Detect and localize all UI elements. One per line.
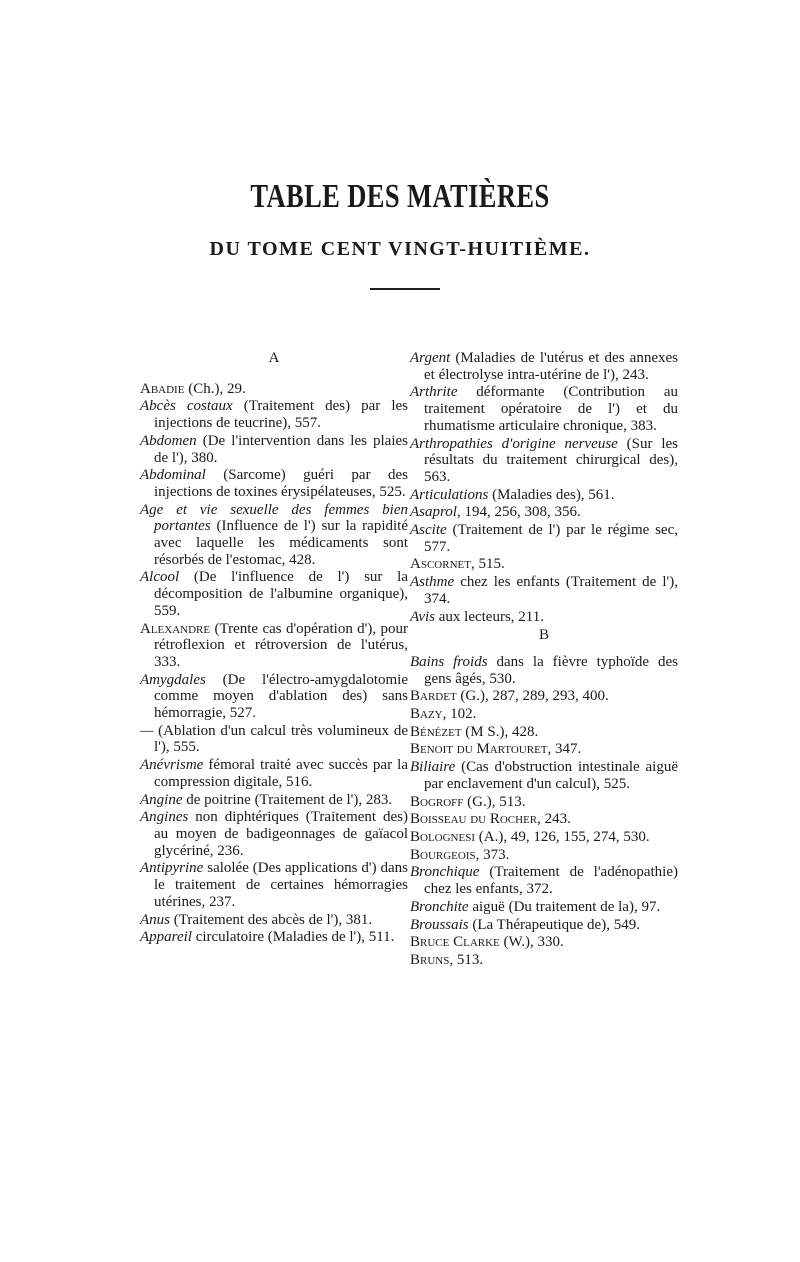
entry-heading: Bazy: [410, 706, 443, 723]
index-entry: [140, 502, 408, 569]
entry-text: (Traitement de l'adénopathie) chez les enfants, 372.: [424, 864, 678, 898]
entry-heading: Bogroff: [410, 793, 464, 810]
entry-heading: Avis: [410, 608, 435, 625]
entry-text: (Traitement des) par les injections de teucrine), 557.: [154, 398, 409, 432]
entry-heading: Articulations: [410, 486, 489, 503]
index-entry: [410, 934, 678, 951]
index-entry: [410, 741, 678, 758]
index-entry: [140, 757, 408, 790]
entry-heading: Abdomen: [140, 432, 197, 449]
index-entry: [140, 792, 408, 809]
entry-text: (Ablation d'un calcul très volumineux de l'), 555.: [153, 722, 408, 756]
entry-heading: Asaprol: [410, 504, 457, 521]
index-entry: [140, 398, 408, 431]
entries-a-right: [410, 350, 678, 625]
index-entry: [140, 860, 408, 910]
entry-heading: Bruns: [410, 951, 450, 968]
index-entry: [410, 811, 678, 828]
entry-text: , 347.: [547, 741, 582, 758]
entry-text: chez les enfants (Traitement de l'), 374.: [424, 574, 678, 607]
index-column-left: [140, 350, 408, 947]
entry-heading: Anus: [140, 911, 170, 928]
entry-text: (G.), 287, 289, 293, 400.: [456, 688, 609, 705]
entry-text: (Cas d'obstruction intestinale aiguë par enclavement d'un calcul), 525.: [424, 759, 678, 792]
entry-heading: Abcès costaux: [140, 398, 233, 415]
entry-heading: Amygdales: [140, 671, 206, 688]
entry-text: (M S.), 428.: [461, 723, 539, 740]
index-entry: [410, 952, 678, 969]
index-entry: [410, 350, 678, 383]
entry-text: circulatoire (Maladies de l'), 511.: [191, 929, 395, 946]
entry-heading: Arthropathies d'origine nerveuse: [410, 435, 618, 452]
index-entry: [140, 809, 408, 859]
section-letter-a: A: [268, 350, 280, 366]
entry-heading: Bains froids: [410, 653, 488, 670]
entry-heading: Appareil: [140, 929, 192, 946]
entry-heading: Benoit du Martouret: [410, 741, 548, 758]
index-entry: [410, 574, 678, 607]
entry-text: (A.), 49, 126, 155, 274, 530.: [475, 828, 650, 845]
entry-text: (Influence de l') sur la rapidité avec laquelle les médicaments sont résorbés de l'estomac, 428.: [154, 518, 408, 568]
entry-heading: Bénézet: [410, 723, 462, 740]
entry-text: , 243.: [537, 811, 571, 828]
entry-text: (Sarcome) guéri par des injections de toxines érysipélateuses, 525.: [154, 467, 408, 500]
entry-heading: Alcool: [140, 569, 180, 586]
entry-text: (Trente cas d'opération d'), pour rétroflexion et rétroversion de l'utérus, 333.: [154, 620, 408, 670]
entry-text: fémoral traité avec succès par la compression digitale, 516.: [154, 757, 408, 790]
entry-heading: Ascite: [410, 522, 447, 539]
entry-text: (De l'électro-amygdalotomie comme moyen d'ablation des) sans hémorragie, 527.: [154, 671, 408, 722]
index-entry: [140, 569, 408, 619]
entries-b: [410, 654, 678, 969]
title-divider: [370, 288, 440, 290]
entry-heading: Abadie: [140, 380, 185, 397]
entries-a-left: [140, 381, 408, 946]
page-title: TABLE DES MATIÈRES: [250, 178, 550, 215]
index-entry: [410, 864, 678, 897]
entry-heading: Angines: [140, 809, 189, 826]
index-entry: [410, 794, 678, 811]
index-entry: [410, 706, 678, 723]
index-column-right: [410, 350, 678, 970]
entry-text: (De l'influence de l') sur la décomposition de l'albumine organique), 559.: [154, 569, 408, 619]
entry-text: (Traitement de l') par le régime sec, 577.: [424, 522, 678, 555]
entry-heading: Arthrite: [410, 384, 458, 401]
entry-heading: Broussais: [410, 916, 469, 933]
entry-heading: Bourgeois: [410, 846, 476, 863]
entry-text: , 515.: [470, 556, 505, 573]
entry-text: (Sur les résultats du traitement chirurgical des), 563.: [424, 435, 678, 485]
entry-heading: Angine: [140, 791, 183, 808]
index-entry: [410, 384, 678, 434]
entry-heading: Abdominal: [140, 467, 206, 484]
entry-heading: Boisseau du Rocher: [410, 811, 538, 828]
entry-heading: Age et vie sexuelle des femmes bien portantes: [140, 501, 408, 535]
entry-heading: Bronchite: [410, 898, 469, 915]
entry-text: dans la fièvre typhoïde des gens âgés, 530.: [424, 653, 679, 687]
entry-heading: Asthme: [410, 574, 455, 591]
entry-heading: Biliaire: [410, 759, 456, 776]
entry-text: (G.), 513.: [463, 793, 526, 810]
index-entry: [410, 688, 678, 705]
entry-text: , 102.: [442, 706, 477, 723]
entry-text: déformante (Contribution au traitement opératoire de l') et du rhumatisme articulaire chronique, 383.: [424, 384, 678, 434]
section-letter-b: B: [538, 627, 549, 644]
entry-text: (La Thérapeutique de), 549.: [468, 916, 640, 933]
entry-heading: Bardet: [410, 688, 457, 705]
entry-text: (Maladies de l'utérus et des annexes et électrolyse intra-utérine de l'), 243.: [424, 350, 678, 383]
index-entry: [140, 723, 408, 756]
index-entry: [410, 847, 678, 864]
entry-heading: —: [140, 722, 154, 739]
index-entry: [410, 654, 678, 687]
page-subtitle: DU TOME CENT VINGT-HUITIÈME.: [209, 238, 591, 260]
entry-text: (Ch.), 29.: [184, 380, 246, 397]
entry-text: aiguë (Du traitement de la), 97.: [468, 898, 661, 915]
index-entry: [140, 929, 408, 946]
entry-text: de poitrine (Traitement de l'), 283.: [182, 791, 393, 808]
index-entry: [410, 917, 678, 934]
entry-heading: Bolognesi: [410, 828, 475, 845]
entry-text: salolée (Des applications d') dans le traitement de certaines hémorragies utérines, 237.: [154, 860, 408, 910]
index-entry: [410, 487, 678, 504]
entry-heading: Argent: [410, 350, 451, 366]
index-entry: [140, 621, 408, 671]
index-entry: [140, 433, 408, 466]
entry-heading: Antipyrine: [140, 860, 204, 877]
index-entry: [140, 381, 408, 398]
index-entry: [410, 899, 678, 916]
index-entry: [140, 672, 408, 722]
index-entry: [410, 829, 678, 846]
index-entry: [410, 609, 678, 626]
entry-text: , 194, 256, 308, 356.: [456, 504, 581, 521]
entry-text: (Traitement des abcès de l'), 381.: [170, 911, 373, 928]
index-entry: [410, 522, 678, 555]
entry-text: , 373.: [475, 846, 510, 863]
entry-text: (W.), 330.: [499, 934, 564, 951]
index-entry: [410, 759, 678, 792]
entry-text: aux lecteurs, 211.: [435, 608, 544, 625]
entry-heading: Bruce Clarke: [410, 934, 500, 951]
entry-heading: Ascornet: [410, 556, 471, 573]
index-entry: [410, 504, 678, 521]
index-entry: [410, 724, 678, 741]
entry-heading: Alexandre: [140, 620, 211, 637]
index-entry: [140, 467, 408, 500]
entry-text: non diphtériques (Traitement des) au moyen de badigeonnages de gaïacol glycériné, 236.: [154, 809, 408, 859]
entry-heading: Anévrisme: [140, 757, 204, 774]
entry-heading: Bronchique: [410, 864, 480, 881]
entry-text: (De l'intervention dans les plaies de l'), 380.: [154, 432, 408, 466]
index-entry: [410, 556, 678, 573]
entry-text: (Maladies des), 561.: [488, 486, 615, 503]
index-entry: [140, 912, 408, 929]
index-entry: [410, 436, 678, 486]
entry-text: , 513.: [449, 951, 484, 968]
